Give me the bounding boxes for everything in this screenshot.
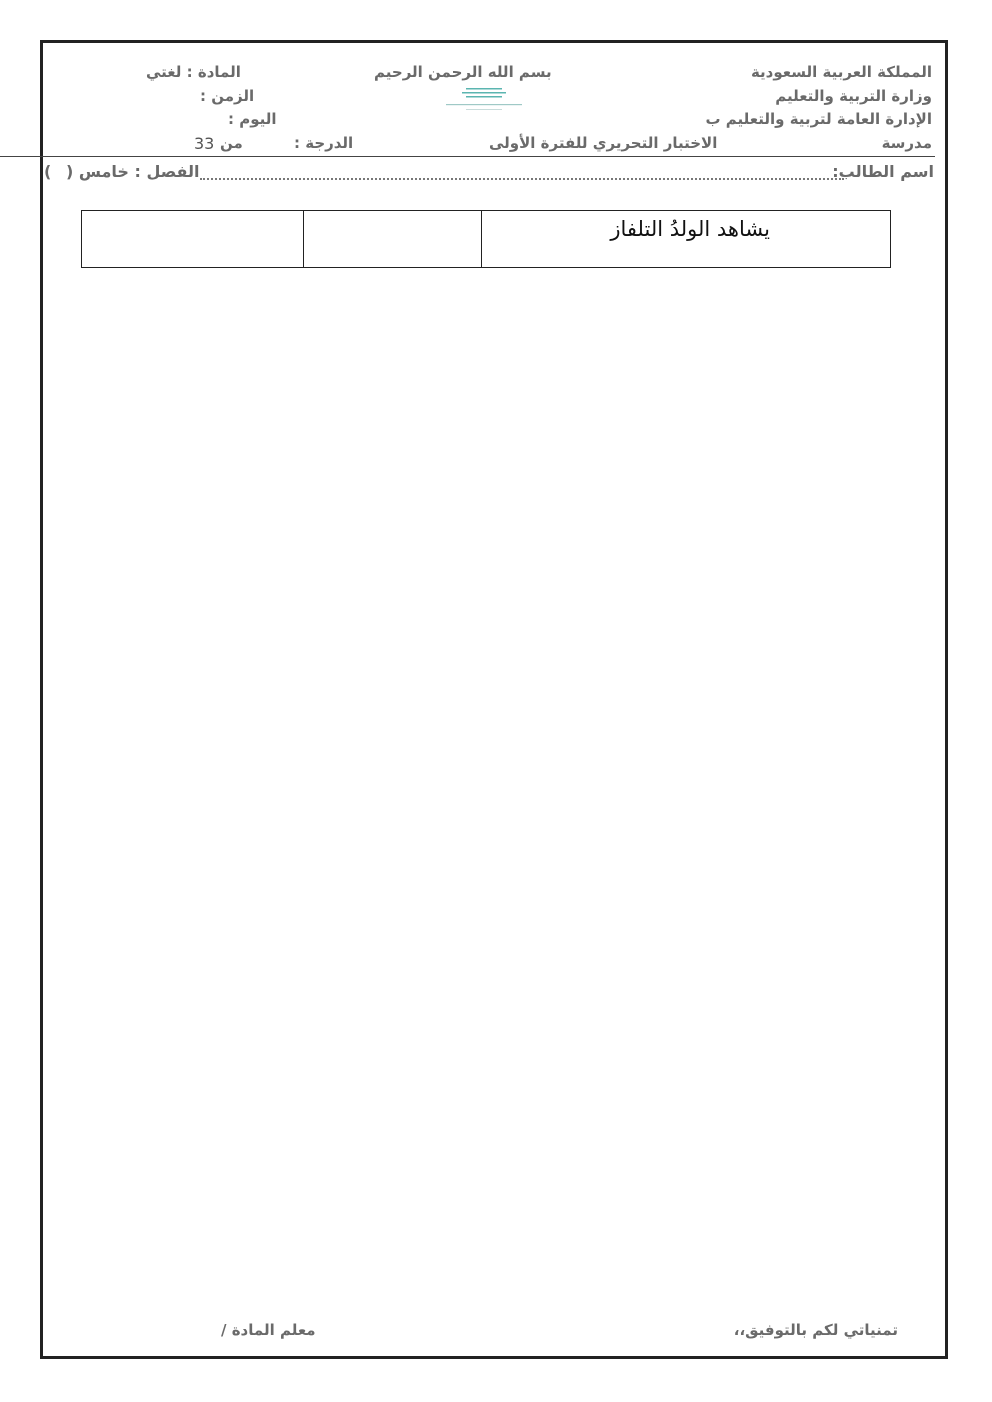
header-country: المملكة العربية السعودية: [750, 63, 932, 81]
student-name-label: اسم الطالب:: [832, 162, 934, 181]
header-directorate: الإدارة العامة لتربية والتعليم ب: [705, 110, 932, 128]
question-text: يشاهد الولدُ التلفاز: [610, 217, 770, 241]
ministry-logo-icon: [436, 84, 532, 114]
table-row: [82, 211, 891, 268]
question-cell: [481, 211, 891, 268]
class-label: الفصل : خامس (: [66, 162, 200, 181]
header-separator: [0, 156, 935, 157]
day-label: اليوم :: [228, 110, 277, 128]
grade-from-label: من: [220, 134, 243, 152]
question-table: [81, 210, 891, 268]
subject-label: المادة : لغتي: [146, 63, 241, 81]
grade-total: 33: [194, 134, 215, 153]
grade-label: الدرجة :: [294, 134, 354, 152]
student-name-field[interactable]: [200, 178, 844, 180]
footer-wishes: تمنياتي لكم بالتوفيق،،: [733, 1321, 898, 1339]
answer-cell-1[interactable]: [304, 211, 481, 268]
time-label: الزمن :: [200, 87, 255, 105]
class-close: ): [44, 162, 52, 181]
header-school: مدرسة: [881, 134, 932, 152]
header-ministry: وزارة التربية والتعليم: [775, 87, 932, 105]
basmala: بسم الله الرحمن الرحيم: [374, 63, 552, 81]
answer-cell-2[interactable]: [82, 211, 304, 268]
footer-teacher: معلم المادة /: [221, 1321, 316, 1339]
exam-title: الاختبار التحريري للفترة الأولى: [489, 134, 718, 152]
